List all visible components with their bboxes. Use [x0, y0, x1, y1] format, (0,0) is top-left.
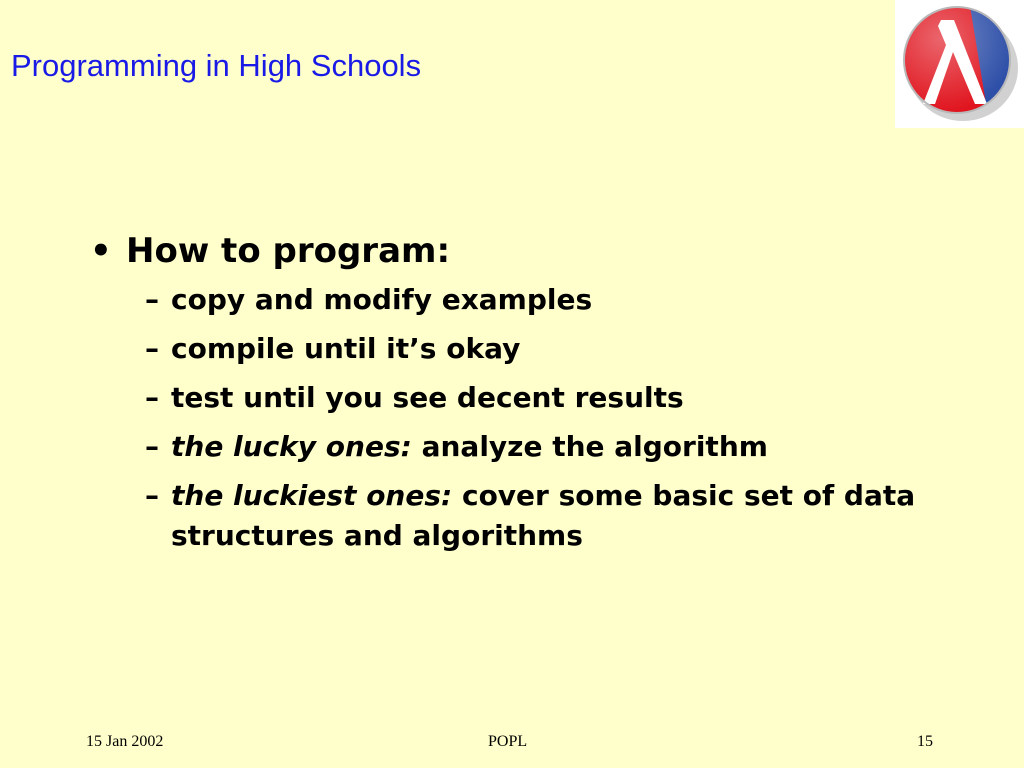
racket-lambda-logo-icon: [895, 0, 1024, 128]
sub-bullet-emphasis: the lucky ones:: [171, 430, 412, 463]
sub-bullet-item: – compile until it’s okay: [145, 332, 521, 365]
sub-bullet-text: compile until it’s okay: [171, 332, 521, 365]
sub-bullet-item: – the lucky ones: analyze the algorithm: [145, 430, 768, 463]
logo: [895, 0, 1024, 128]
sub-bullet-item: – copy and modify examples: [145, 283, 593, 316]
sub-bullet-text: test until you see decent results: [171, 381, 684, 414]
bullet-item: [90, 228, 950, 274]
sub-bullet-text: analyze the algorithm: [411, 430, 768, 463]
slide-title: Programming in High Schools: [11, 48, 422, 83]
sub-bullet-emphasis: the luckiest ones:: [171, 479, 453, 512]
sub-bullet-text: copy and modify examples: [171, 283, 593, 316]
sub-bullet-list: [145, 280, 950, 556]
sub-bullet-item: – the luckiest ones: cover some basic set of data structures and algorithms: [145, 479, 916, 552]
bullet-dot: •: [90, 231, 112, 271]
bullet-label: How to program:: [126, 231, 451, 271]
footer-date: 15 Jan 2002: [86, 733, 164, 750]
bullet-content: [90, 228, 950, 565]
sub-bullet-text: cover some basic set of data structures and algorithms: [171, 479, 916, 552]
footer-page-number: 15: [917, 733, 933, 750]
sub-bullet-item: – test until you see decent results: [145, 381, 684, 414]
footer-center-text: POPL: [488, 733, 528, 750]
